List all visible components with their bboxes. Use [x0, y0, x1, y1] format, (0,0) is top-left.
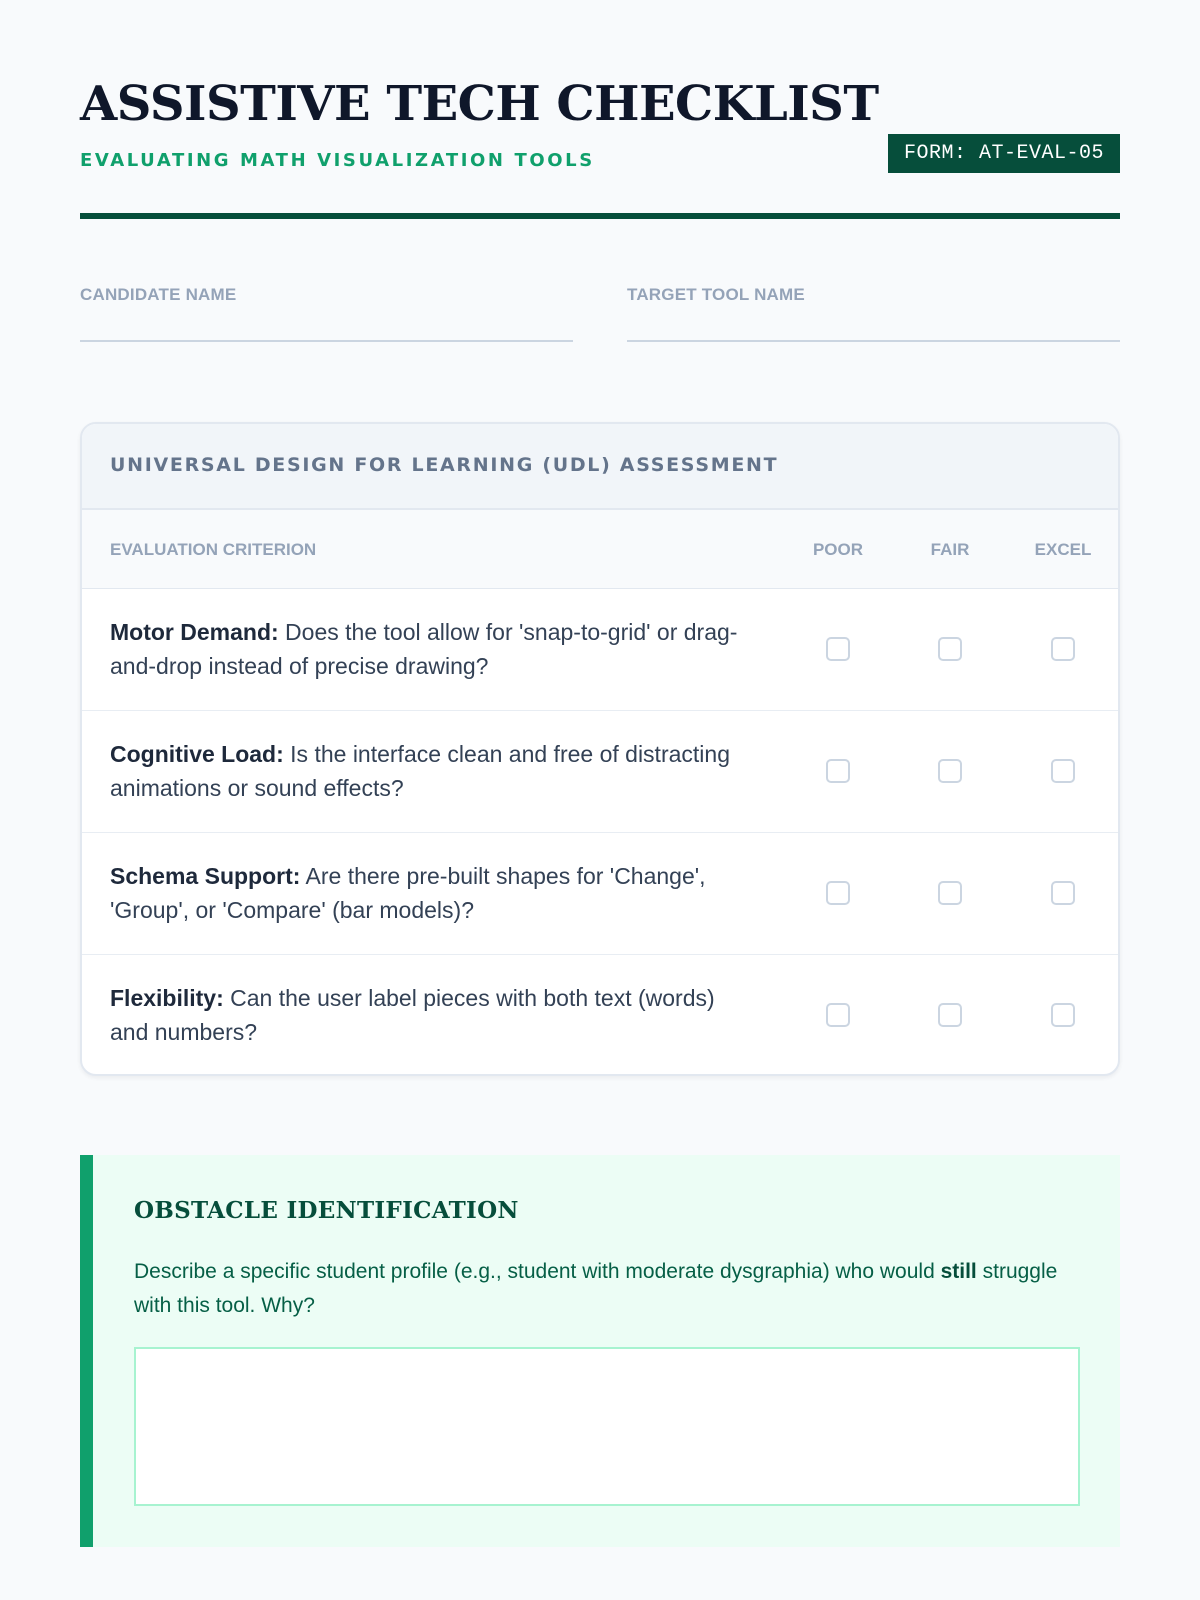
criterion-text — [110, 859, 750, 927]
obstacle-response-textarea[interactable] — [134, 1347, 1080, 1506]
column-fair: FAIR — [930, 540, 970, 559]
obstacle-title: OBSTACLE IDENTIFICATION — [134, 1197, 519, 1224]
obstacle-prompt-emphasis: still — [940, 1260, 977, 1283]
assessment-column-headers — [82, 510, 1118, 589]
target-tool-label: TARGET TOOL NAME — [627, 285, 805, 304]
rating-checkbox-fair[interactable] — [938, 1003, 962, 1027]
target-tool-field — [627, 285, 1120, 305]
criterion-row-cognitive-load — [82, 711, 1118, 833]
obstacle-prompt-start: Describe a specific student profile (e.g., student with moderate dysgraphia) who would — [134, 1260, 941, 1283]
column-poor: POOR — [812, 540, 864, 559]
rating-checkbox-poor[interactable] — [826, 881, 850, 905]
column-criterion: EVALUATION CRITERION — [110, 540, 317, 559]
criterion-question: Does the tool allow for 'snap-to-grid' or drag-and-drop instead of precise drawing? — [110, 619, 738, 679]
criterion-question: Can the user label pieces with both text (words) and numbers? — [110, 985, 715, 1045]
criterion-text — [110, 981, 750, 1049]
rating-checkbox-excel[interactable] — [1051, 759, 1075, 783]
rating-checkbox-poor[interactable] — [826, 759, 850, 783]
criterion-label: Motor Demand: — [110, 619, 279, 645]
criterion-row-motor-demand — [82, 589, 1118, 711]
obstacle-prompt — [134, 1255, 1084, 1323]
criterion-row-flexibility — [82, 955, 1118, 1076]
rating-checkbox-fair[interactable] — [938, 881, 962, 905]
udl-assessment-card — [80, 422, 1120, 1076]
obstacle-section — [80, 1155, 1120, 1547]
criterion-label: Cognitive Load: — [110, 741, 284, 767]
rating-checkbox-excel[interactable] — [1051, 881, 1075, 905]
assessment-title: UNIVERSAL DESIGN FOR LEARNING (UDL) ASSESSMENT — [110, 454, 779, 476]
checklist-page — [80, 0, 1120, 1317]
rating-checkbox-excel[interactable] — [1051, 1003, 1075, 1027]
form-id-badge: FORM: AT-EVAL-05 — [888, 134, 1120, 173]
candidate-name-field — [80, 285, 573, 305]
column-excel: EXCEL — [1034, 540, 1092, 559]
page-header — [80, 0, 1120, 220]
rating-checkbox-fair[interactable] — [938, 637, 962, 661]
obstacle-prompt-end: struggle with this tool. Why? — [134, 1260, 1058, 1317]
rating-checkbox-poor[interactable] — [826, 637, 850, 661]
candidate-name-underline — [80, 340, 573, 342]
candidate-name-input[interactable] — [80, 309, 573, 339]
rating-checkbox-excel[interactable] — [1051, 637, 1075, 661]
target-tool-underline — [627, 340, 1120, 342]
rating-checkbox-fair[interactable] — [938, 759, 962, 783]
criterion-text — [110, 615, 750, 683]
page-subtitle: EVALUATING MATH VISUALIZATION TOOLS — [80, 150, 595, 171]
target-tool-input[interactable] — [627, 309, 1120, 339]
header-divider — [80, 213, 1120, 219]
criterion-label: Schema Support: — [110, 863, 301, 889]
criterion-text — [110, 737, 750, 805]
assessment-header — [82, 424, 1118, 510]
obstacle-accent-bar — [80, 1155, 93, 1547]
page-title: ASSISTIVE TECH CHECKLIST — [80, 76, 879, 132]
candidate-name-label: CANDIDATE NAME — [80, 285, 237, 304]
criterion-label: Flexibility: — [110, 985, 224, 1011]
rating-checkbox-poor[interactable] — [826, 1003, 850, 1027]
criterion-question: Is the interface clean and free of distracting animations or sound effects? — [110, 741, 730, 801]
criterion-question: Are there pre-built shapes for 'Change', 'Group', or 'Compare' (bar models)? — [110, 863, 706, 923]
name-fields — [80, 285, 1120, 355]
criterion-row-schema-support — [82, 833, 1118, 955]
